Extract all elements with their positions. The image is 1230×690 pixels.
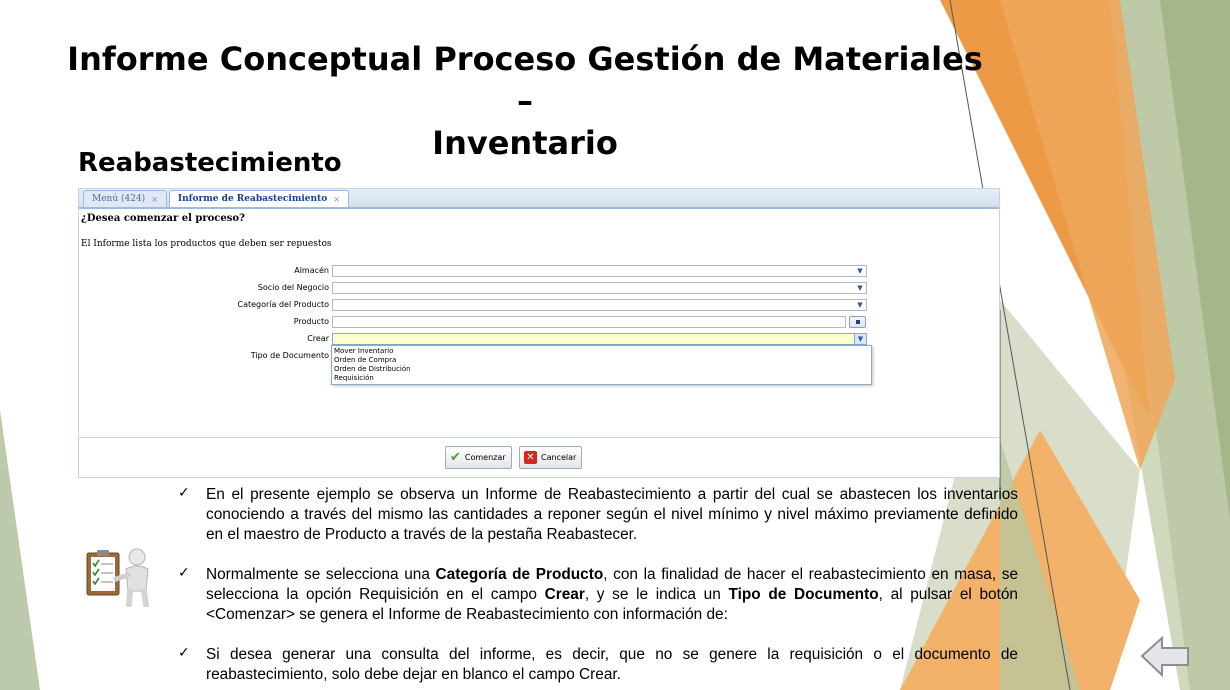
slide-title-line1: Informe Conceptual Proceso Gestión de Materiales –: [67, 40, 983, 120]
checklist-clipart-icon: [82, 545, 157, 607]
comenzar-button[interactable]: [445, 446, 512, 469]
checkmark-icon: ✓: [178, 485, 190, 501]
dropdown-option-orden-distribucion[interactable]: Orden de Distribución: [334, 365, 411, 373]
bullet-text-bold: Crear: [544, 586, 585, 603]
cancel-x-icon: ✕: [524, 451, 537, 464]
bullet-text: Si desea generar una consulta del informe, es decir, que no se genere la requisición o el documento de reabastecimiento, solo debe dejar en blanco el campo Crear.: [206, 646, 1018, 683]
bullet-text: [206, 565, 1018, 625]
app-screenshot: [78, 188, 1000, 478]
comenzar-label: Comenzar: [464, 453, 506, 462]
label-categoria: Categoría del Producto: [237, 300, 329, 309]
tab-informe-reabastecimiento[interactable]: [169, 190, 349, 207]
dropdown-option-requisicion[interactable]: Requisición: [334, 374, 374, 382]
footer-divider: [79, 437, 999, 438]
bullet-text-part: , al pulsar el botón <Comenzar> se genera el Informe de Reabastecimiento con información de:: [206, 586, 1018, 623]
checkmark-icon: ✓: [178, 645, 190, 661]
tab-informe-label: Informe de Reabastecimiento: [177, 194, 328, 204]
dropdown-option-mover-inventario[interactable]: Mover Inventario: [334, 347, 394, 355]
bullet-text-bold: Tipo de Documento: [728, 586, 879, 603]
slide-title: [60, 38, 990, 164]
chevron-down-icon[interactable]: ▼: [857, 301, 863, 309]
crear-dropdown-list: [331, 345, 872, 385]
bullet-text-part: , y se le indica un: [584, 586, 729, 603]
bullet-text-part: Normalmente se selecciona una: [206, 566, 436, 583]
tab-menu-label: Menú (424): [92, 194, 146, 204]
chevron-down-icon[interactable]: ▼: [854, 334, 866, 344]
label-tipo-documento: Tipo de Documento: [250, 351, 329, 360]
producto-input[interactable]: [332, 316, 846, 328]
cancelar-label: Cancelar: [541, 453, 577, 462]
section-title: Reabastecimiento: [78, 148, 342, 178]
slide-title-line2: Inventario: [432, 124, 618, 162]
chevron-down-icon[interactable]: ▼: [857, 284, 863, 292]
socio-negocio-select[interactable]: [332, 282, 867, 294]
cancelar-button[interactable]: [519, 446, 582, 469]
producto-search-button[interactable]: [849, 316, 866, 328]
label-crear: Crear: [307, 334, 329, 343]
close-icon[interactable]: ×: [151, 194, 158, 204]
bullet-text-part: , con la finalidad de hacer el reabastecimiento en masa, se selecciona la opción Requisición en el campo: [206, 566, 1019, 603]
label-almacen: Almacén: [294, 266, 329, 275]
dropdown-option-orden-compra[interactable]: Orden de Compra: [334, 356, 397, 364]
tab-bar: [79, 189, 999, 209]
checkmark-icon: ✓: [178, 565, 190, 581]
bullet-text-bold: Categoría de Producto: [435, 566, 604, 583]
label-socio: Socio del Negocio: [257, 283, 329, 292]
label-producto: Producto: [293, 317, 329, 326]
crear-select[interactable]: [332, 333, 867, 345]
bullet-text: En el presente ejemplo se observa un Informe de Reabastecimiento a partir del cual se abastecen los inventarios conociendo a través del mismo las cantidades a reponer según el nivel mínimo y nivel máximo previamente definido en el maestro de Producto a través de la pestaña Reabastecer.: [206, 486, 1018, 543]
categoria-producto-select[interactable]: [332, 299, 867, 311]
almacen-select[interactable]: [332, 265, 867, 277]
back-arrow-icon[interactable]: [1140, 634, 1190, 679]
process-description: El Informe lista los productos que deben ser repuestos: [81, 239, 332, 249]
tab-menu[interactable]: [83, 190, 167, 207]
process-question: ¿Desea comenzar el proceso?: [81, 213, 245, 224]
chevron-down-icon[interactable]: ▼: [857, 267, 863, 275]
close-icon[interactable]: ×: [333, 194, 340, 204]
checkmark-icon: ✔: [450, 450, 461, 465]
